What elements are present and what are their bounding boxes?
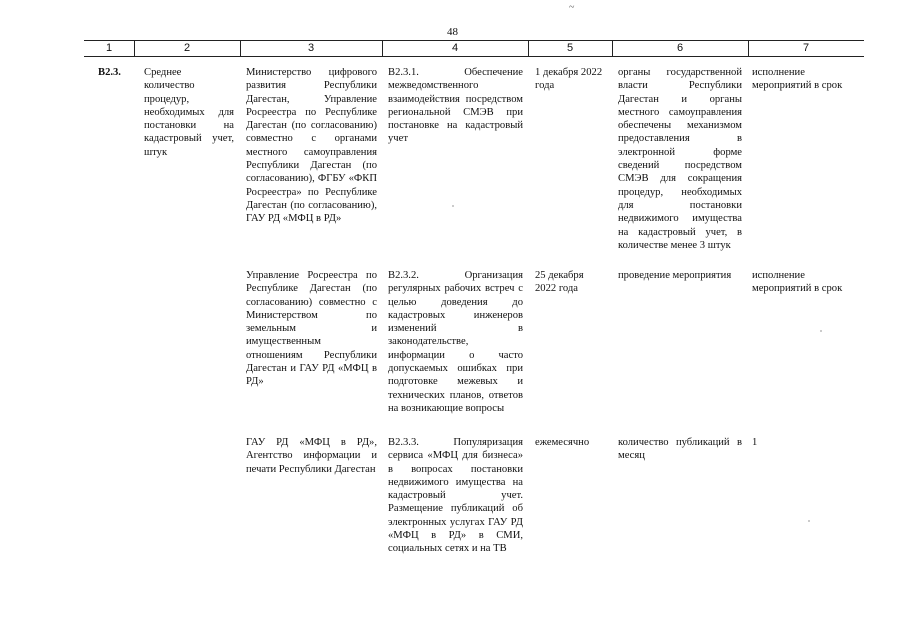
top-mark: ~: [569, 2, 575, 13]
column-header-6: 6: [676, 42, 684, 54]
result-cell: количество публикаций в месяц: [618, 437, 742, 462]
executor-cell: Управление Росреестра по Республике Дагестан (по согласованию) совместно с Министерством по земельным и имущественным отношениям Республики Дагестан и ГАУ РД «МФЦ в РД»: [246, 270, 377, 388]
measure-cell: В2.3.1. Обеспечение межведомственного взаимодействия посредством региональной СМЭВ при постановке на кадастровый учет: [388, 67, 523, 145]
column-header-7: 7: [802, 42, 810, 54]
indicator-name: Среднее количество процедур, необходимых для постановки на кадастровый учет, штук: [144, 67, 234, 158]
measure-cell: В2.3.2. Организация регулярных рабочих встреч с целью доведения до кадастровых инженеров изменений в законодательстве, информации о часто допускаемых ошибках при подготовке межевых и технических планов, ответов на возникающие вопросы: [388, 270, 523, 414]
measure-cell: В2.3.3. Популяризация сервиса «МФЦ для бизнеса» в вопросах постановки недвижимого имущества на кадастровый учет. Размещение публикаций об электронных услугах ГАУ РД «МФЦ в РД» в СМИ, социальных сетях и на ТВ: [388, 437, 523, 555]
executor-cell: Министерство цифрового развития Республики Дагестан, Управление Росреестра по Республике Дагестан (по согласованию) совместно с органами местного самоуправления Республики Дагестан (по согласованию), ФГБУ «ФКП Росреестра» по Республике Дагестан (по согласованию), ГАУ РД «МФЦ в РД»: [246, 67, 377, 225]
indicator-value-cell: исполнение мероприятий в срок: [752, 67, 843, 92]
deadline-cell: ежемесячно: [535, 437, 590, 448]
scan-speck: [808, 520, 810, 522]
indicator-value-cell: 1: [752, 437, 758, 448]
header-bottom-border: [84, 56, 864, 57]
column-header-2: 2: [183, 42, 191, 54]
result-cell: проведение мероприятия: [618, 270, 732, 281]
page-number: 48: [447, 26, 458, 38]
column-header-3: 3: [307, 42, 315, 54]
result-cell: органы государственной власти Республики Дагестан и органы местного самоуправления обеспечены механизмом предоставления в электронной форме сведений посредством СМЭВ для сокращения процедур, необходимых для постановки недвижимого имущества на кадастровый учет, в количестве менее 3 штук: [618, 67, 742, 251]
executor-cell: ГАУ РД «МФЦ в РД», Агентство информации и печати Республики Дагестан: [246, 437, 377, 475]
indicator-value-cell: исполнение мероприятий в срок: [752, 270, 843, 295]
row-code: В2.3.: [98, 67, 121, 78]
column-header-1: 1: [105, 42, 113, 54]
deadline-cell: 25 декабря 2022 года: [535, 270, 584, 295]
scan-speck: [452, 205, 454, 207]
scan-speck: [820, 330, 822, 332]
column-header-5: 5: [566, 42, 574, 54]
deadline-cell: 1 декабря 2022 года: [535, 67, 603, 92]
column-header-4: 4: [451, 42, 459, 54]
